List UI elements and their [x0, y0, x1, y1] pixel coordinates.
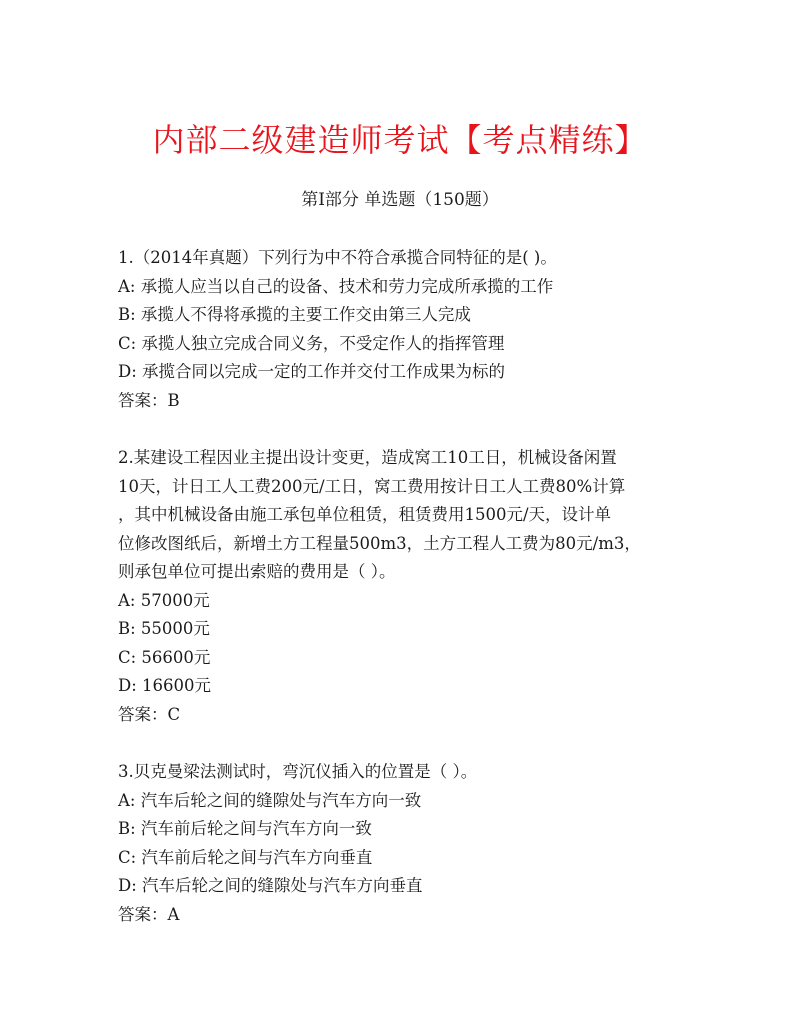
option-b: B: 55000元 [118, 619, 210, 638]
question-2 [118, 444, 688, 729]
question-stem-line: 10天，计日工人工费200元/工日，窝工费用按计日工人工费80%计算 [118, 476, 626, 496]
option-c: C: 56600元 [118, 647, 211, 667]
question-stem: 1.（2014年真题）下列行为中不符合承揽合同特征的是( )。 [118, 248, 557, 267]
option-b: B: 承揽人不得将承揽的主要工作交由第三人完成 [118, 305, 471, 324]
question-3 [118, 758, 688, 929]
option-d: D: 汽车后轮之间的缝隙处与汽车方向垂直 [118, 876, 423, 895]
option-b: B: 汽车前后轮之间与汽车方向一致 [118, 819, 372, 838]
option-c: C: 汽车前后轮之间与汽车方向垂直 [118, 847, 373, 867]
section-heading: 第I部分 单选题（150题） [301, 190, 499, 210]
question-stem-line: 2.某建设工程因业主提出设计变更，造成窝工10工日，机械设备闲置 [118, 448, 617, 467]
answer: 答案：B [118, 390, 180, 410]
answer: 答案：C [118, 704, 181, 724]
page-title: 内部二级建造师考试【考点精练】 [152, 121, 648, 159]
option-d: D: 16600元 [118, 676, 212, 695]
answer: 答案：A [118, 904, 180, 924]
question-1 [118, 244, 688, 415]
question-stem-line: 则承包单位可提出索赔的费用是（ ）。 [118, 562, 396, 581]
question-stem-line: 位修改图纸后，新增土方工程量500m3，土方工程人工费为80元/m3， [118, 533, 641, 553]
option-a: A: 汽车后轮之间的缝隙处与汽车方向一致 [118, 790, 422, 810]
option-c: C: 承揽人独立完成合同义务，不受定作人的指挥管理 [118, 333, 505, 353]
option-d: D: 承揽合同以完成一定的工作并交付工作成果为标的 [118, 362, 506, 381]
question-stem: 3.贝克曼梁法测试时，弯沉仪插入的位置是（ ）。 [118, 762, 478, 781]
option-a: A: 57000元 [118, 590, 210, 610]
question-stem-line: ，其中机械设备由施工承包单位租赁，租赁费用1500元/天，设计单 [118, 505, 612, 524]
option-a: A: 承揽人应当以自己的设备、技术和劳力完成所承揽的工作 [118, 276, 554, 296]
question-list [118, 244, 688, 958]
